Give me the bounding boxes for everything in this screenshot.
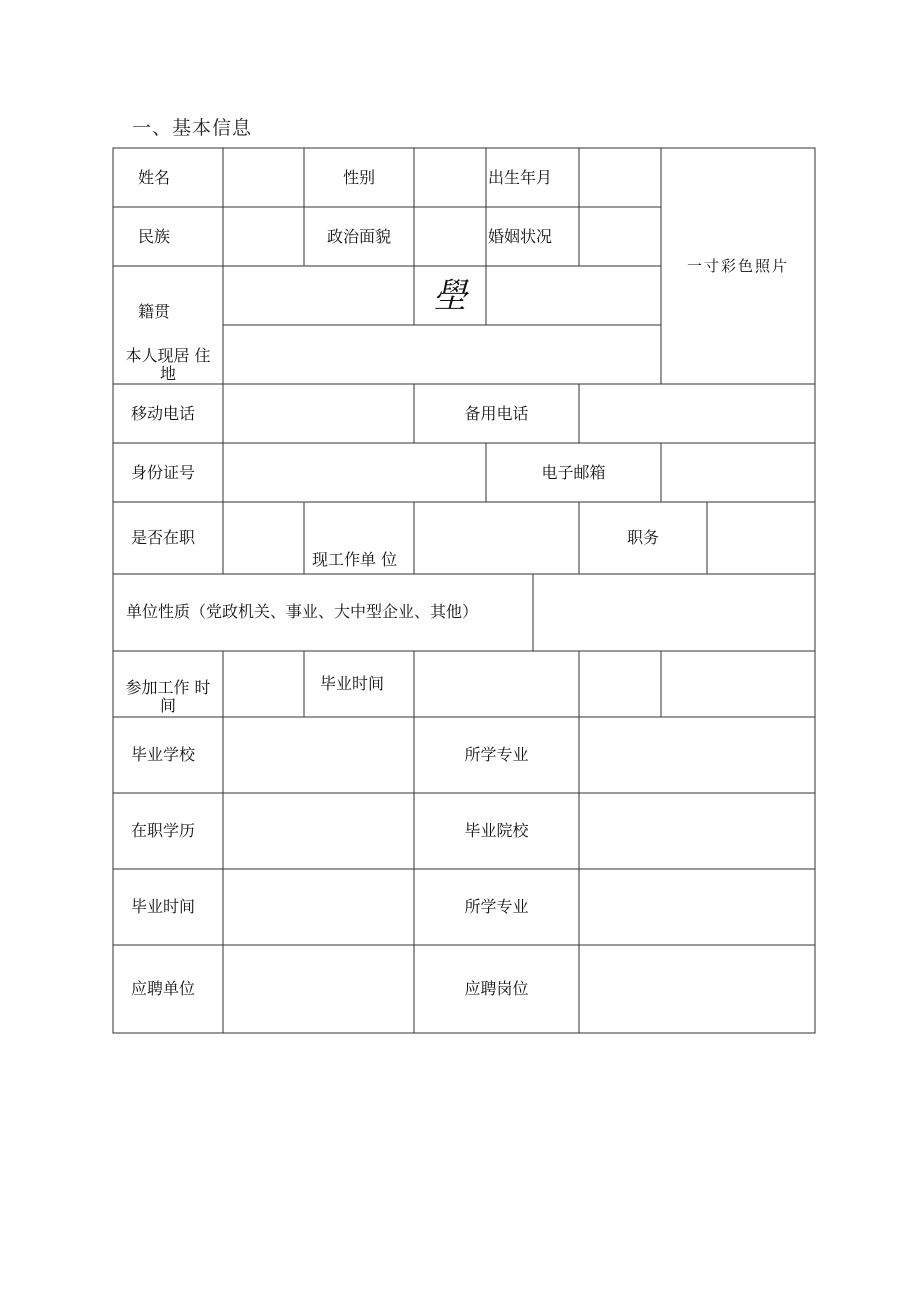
label-graduation-time-1: 毕业时间 (320, 674, 385, 693)
input-major-2[interactable] (579, 869, 815, 945)
input-mobile[interactable] (223, 384, 414, 443)
input-birth[interactable] (579, 148, 661, 207)
input-marital[interactable] (579, 207, 661, 266)
input-inservice-education[interactable] (223, 793, 414, 869)
label-id-number: 身份证号 (130, 462, 195, 482)
label-applied-unit: 应聘单位 (130, 979, 195, 998)
label-employed: 是否在职 (130, 528, 195, 547)
label-position: 职务 (626, 528, 659, 547)
current-employer-cell (304, 502, 414, 574)
input-id-number[interactable] (223, 443, 486, 502)
label-employer-type: 单位性质（党政机关、事业、大中型企业、其他） (126, 602, 479, 621)
input-name[interactable] (223, 148, 304, 207)
stamp-glyph: 壆 (433, 275, 467, 316)
label-political: 政治面貌 (326, 226, 391, 246)
graduation-time-cell-1 (304, 651, 414, 717)
label-native-place: 籍贯 (137, 302, 170, 321)
section-title: 一、基本信息 (132, 117, 253, 139)
input-position[interactable] (707, 502, 815, 574)
input-graduated-institution[interactable] (579, 793, 815, 869)
label-marital: 婚姻状况 (488, 226, 553, 246)
input-employed[interactable] (223, 502, 304, 574)
input-graduation-time-2[interactable] (223, 869, 414, 945)
label-name: 姓名 (137, 167, 170, 187)
input-political[interactable] (414, 207, 486, 266)
input-graduated-school[interactable] (223, 717, 414, 793)
label-gender: 性别 (342, 167, 375, 187)
label-work-start: 参加工作 时间 (125, 678, 211, 715)
input-extra-a[interactable] (579, 651, 661, 717)
label-graduated-institution: 毕业院校 (464, 821, 529, 840)
input-employer-type[interactable] (533, 574, 815, 651)
input-major-1[interactable] (579, 717, 815, 793)
stamp-mark (414, 266, 486, 325)
input-backup-phone[interactable] (579, 384, 815, 443)
input-current-employer[interactable] (414, 502, 579, 574)
input-graduation-time-1[interactable] (414, 651, 579, 717)
label-major-1: 所学专业 (464, 745, 529, 764)
label-backup-phone: 备用电话 (464, 403, 529, 423)
label-email: 电子邮箱 (541, 462, 606, 482)
input-native-place[interactable] (223, 266, 414, 325)
employer-type-cell (113, 574, 533, 651)
label-inservice-education: 在职学历 (130, 821, 195, 840)
input-applied-position[interactable] (579, 945, 815, 1033)
input-ethnicity[interactable] (223, 207, 304, 266)
input-email[interactable] (661, 443, 815, 502)
photo-placeholder[interactable]: 一寸彩色照片 (686, 257, 789, 275)
input-extra-b[interactable] (661, 651, 815, 717)
label-graduated-school: 毕业学校 (130, 745, 195, 764)
label-residence: 本人现居 住地 (125, 346, 211, 383)
input-native-place-extra[interactable] (486, 266, 661, 325)
input-gender[interactable] (414, 148, 486, 207)
input-applied-unit[interactable] (223, 945, 414, 1033)
label-graduation-time-2: 毕业时间 (130, 897, 195, 916)
label-major-2: 所学专业 (464, 897, 529, 916)
label-ethnicity: 民族 (137, 226, 170, 246)
label-current-employer: 现工作单 位 (312, 550, 398, 569)
label-applied-position: 应聘岗位 (464, 979, 529, 998)
input-work-start[interactable] (223, 651, 304, 717)
input-residence[interactable] (223, 325, 661, 384)
label-birth: 出生年月 (488, 167, 553, 187)
label-mobile: 移动电话 (130, 403, 195, 423)
